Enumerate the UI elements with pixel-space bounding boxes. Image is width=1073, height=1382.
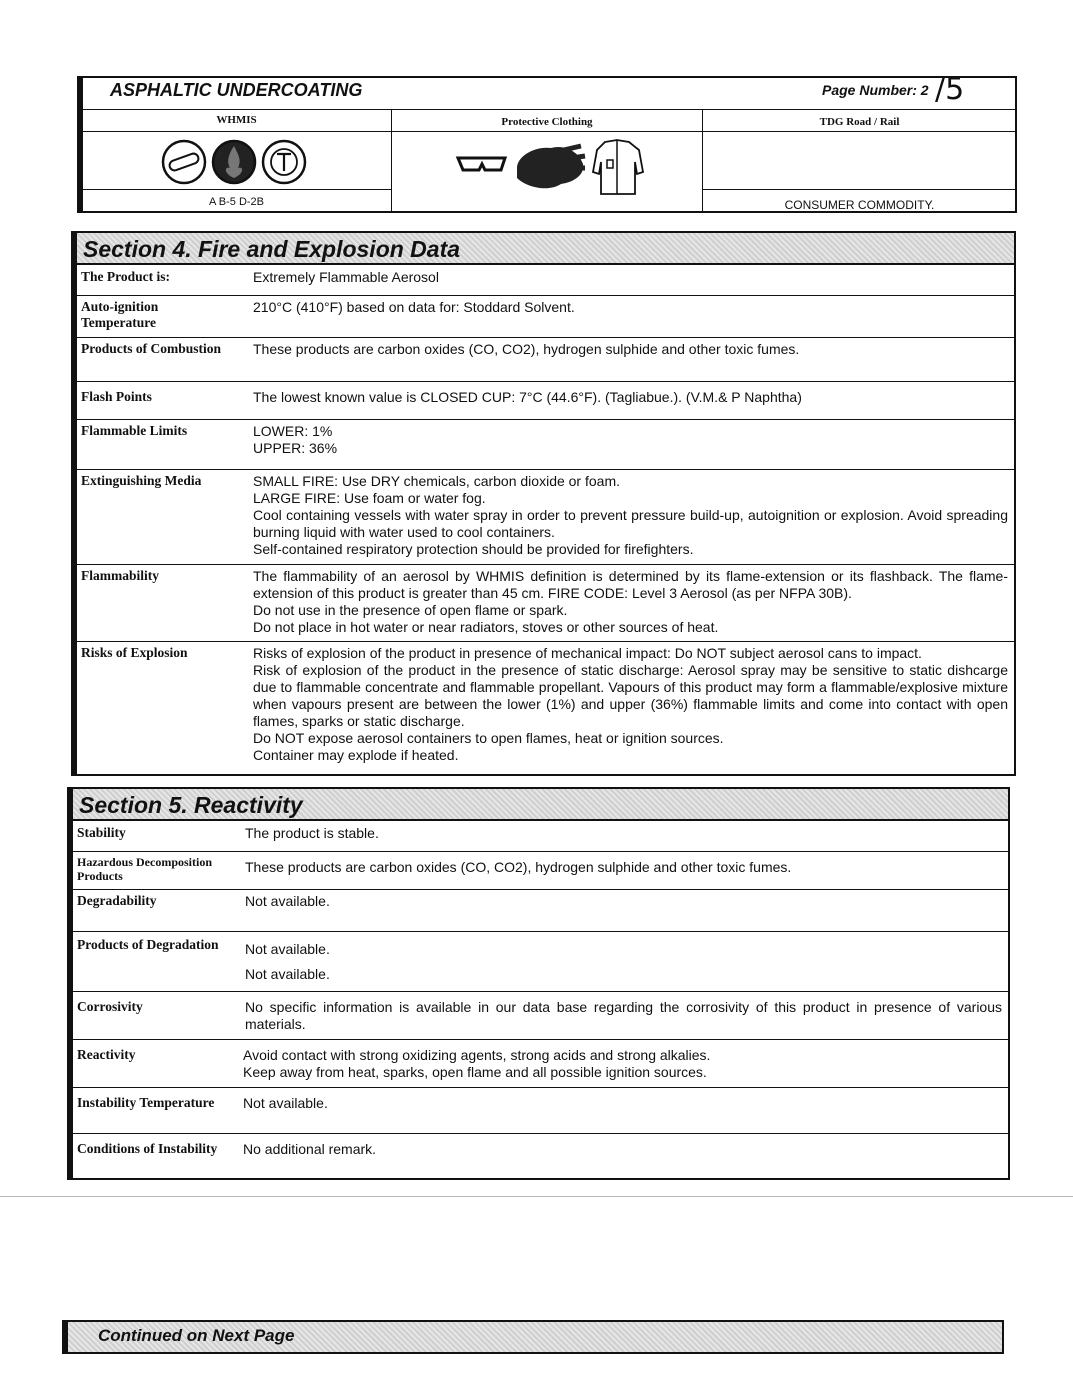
- row-label: Degradability: [77, 893, 157, 908]
- lab-coat-icon: [593, 140, 643, 194]
- section-4: [71, 231, 1016, 776]
- row-value: These products are carbon oxides (CO, CO2), hydrogen sulphide and other toxic fumes.: [245, 859, 792, 875]
- row-label: Flash Points: [81, 389, 152, 404]
- row-value: Avoid contact with strong oxidizing agents, strong acids and strong alkalies. Keep away from heat, sparks, open flame and all possible ignition sources.: [243, 1047, 711, 1080]
- section-4-rows: [77, 265, 1014, 774]
- table-row: [73, 1039, 1008, 1088]
- table-row: [77, 469, 1014, 565]
- table-row: [77, 381, 1014, 420]
- table-row: [73, 1087, 1008, 1134]
- header-divider: [82, 189, 392, 190]
- row-label: Flammable Limits: [81, 423, 188, 438]
- section-4-title: Section 4. Fire and Explosion Data: [77, 233, 1014, 265]
- toxic-t-icon: [263, 141, 305, 183]
- row-value: The product is stable.: [245, 825, 379, 841]
- gloves-icon: [517, 146, 585, 188]
- row-value: These products are carbon oxides (CO, CO2), hydrogen sulphide and other toxic fumes.: [253, 341, 800, 357]
- table-row: [73, 889, 1008, 932]
- tdg-value: CONSUMER COMMODITY.: [784, 198, 935, 212]
- header-divider: [82, 131, 1016, 132]
- header-divider: [82, 109, 1016, 110]
- row-value: LOWER: 1% UPPER: 36%: [253, 423, 338, 456]
- row-label: Stability: [77, 825, 126, 840]
- row-value: The flammability of an aerosol by WHMIS definition is determined by its flame-extension or its flashback. The flame-extension of this product is greater than 45 cm. FIRE CODE: Level 3 Aerosol (as per NFPA 30B). Do not use in the presence of open flame or spark. Do not place in hot water or near radiators, stoves or other sources of heat.: [253, 568, 1008, 635]
- table-row: [73, 931, 1008, 992]
- row-label: Instability Temperature: [77, 1095, 215, 1110]
- section-5-rows: [73, 821, 1008, 1178]
- protective-label: Protective Clothing: [501, 116, 593, 128]
- row-value: Not available.: [243, 1095, 328, 1111]
- table-row: [73, 991, 1008, 1040]
- row-label: Auto-ignition Temperature: [81, 299, 159, 330]
- tdg-label: TDG Road / Rail: [819, 116, 900, 128]
- product-name: ASPHALTIC UNDERCOATING: [110, 80, 363, 100]
- section-5-title: Section 5. Reactivity: [73, 789, 1008, 821]
- row-value: Not available.: [245, 893, 330, 909]
- table-row: [77, 641, 1014, 774]
- table-row: [77, 265, 1014, 296]
- whmis-classes: A B-5 D-2B: [208, 196, 265, 208]
- whmis-symbols: [160, 138, 310, 186]
- scan-edge-line: [0, 1196, 1073, 1197]
- page-number: Page Number: 2: [822, 82, 929, 98]
- table-row: [77, 295, 1014, 338]
- row-label: Flammability: [81, 568, 159, 583]
- row-label: Conditions of Instability: [77, 1141, 218, 1156]
- row-value: No additional remark.: [243, 1141, 377, 1157]
- section-5: [67, 787, 1010, 1180]
- row-label: Products of Degradation: [77, 937, 219, 952]
- safety-glasses-icon: [458, 158, 505, 170]
- row-value: Risks of explosion of the product in presence of mechanical impact: Do NOT subject aerosol cans to impact. Risk of explosion of the product in the presence of static discharge: Aerosol spray may be sensitive to static dishcarge due to flammable concentrate and flammable propellant. Vapours of this product may form a flammable/explosive mixture when vapours present are between the lower (1%) and upper (36%) flammable limits and come into contact with open flames, sparks or static discharge. Do NOT expose aerosol containers to open flames, heat or ignition sources. Container may explode if heated.: [253, 645, 1008, 763]
- row-value: The lowest known value is CLOSED CUP: 7°C (44.6°F). (Tagliabue.). (V.M.& P Naphtha): [253, 389, 802, 405]
- row-value: 210°C (410°F) based on data for: Stoddard Solvent.: [253, 299, 575, 315]
- continued-text: Continued on Next Page: [98, 1326, 295, 1345]
- protective-clothing-icons: [455, 138, 645, 196]
- row-value: No specific information is available in our data base regarding the corrosivity of this product in presence of various materials.: [245, 999, 1002, 1032]
- row-label: Hazardous Decomposition Products: [77, 855, 212, 883]
- table-row: [77, 337, 1014, 382]
- table-row: [77, 564, 1014, 642]
- table-row: [73, 821, 1008, 852]
- row-value: Not available. Not available.: [245, 941, 330, 982]
- row-label: Products of Combustion: [81, 341, 222, 356]
- row-value: Extremely Flammable Aerosol: [253, 269, 439, 285]
- table-row: [73, 1133, 1008, 1177]
- table-row: [77, 419, 1014, 470]
- row-label: Reactivity: [77, 1047, 136, 1062]
- whmis-label: WHMIS: [216, 114, 257, 126]
- page-total-handwritten: /5: [935, 72, 965, 107]
- flammable-icon: [213, 141, 255, 183]
- row-label: Corrosivity: [77, 999, 143, 1014]
- continued-banner: [62, 1320, 1004, 1354]
- compressed-gas-icon: [163, 141, 205, 183]
- row-label: Risks of Explosion: [81, 645, 188, 660]
- row-value: SMALL FIRE: Use DRY chemicals, carbon dioxide or foam. LARGE FIRE: Use foam or water fog. Cool containing vessels with water spray in order to prevent pressure build-up, autoignition or explosion. Avoid spreading burning liquid with water used to cool containers. Self-contained respiratory protection should be provided for firefighters.: [253, 473, 1008, 557]
- row-label: Extinguishing Media: [81, 473, 202, 488]
- header-divider: [702, 189, 1016, 190]
- table-row: [73, 851, 1008, 890]
- row-label: The Product is:: [81, 269, 171, 284]
